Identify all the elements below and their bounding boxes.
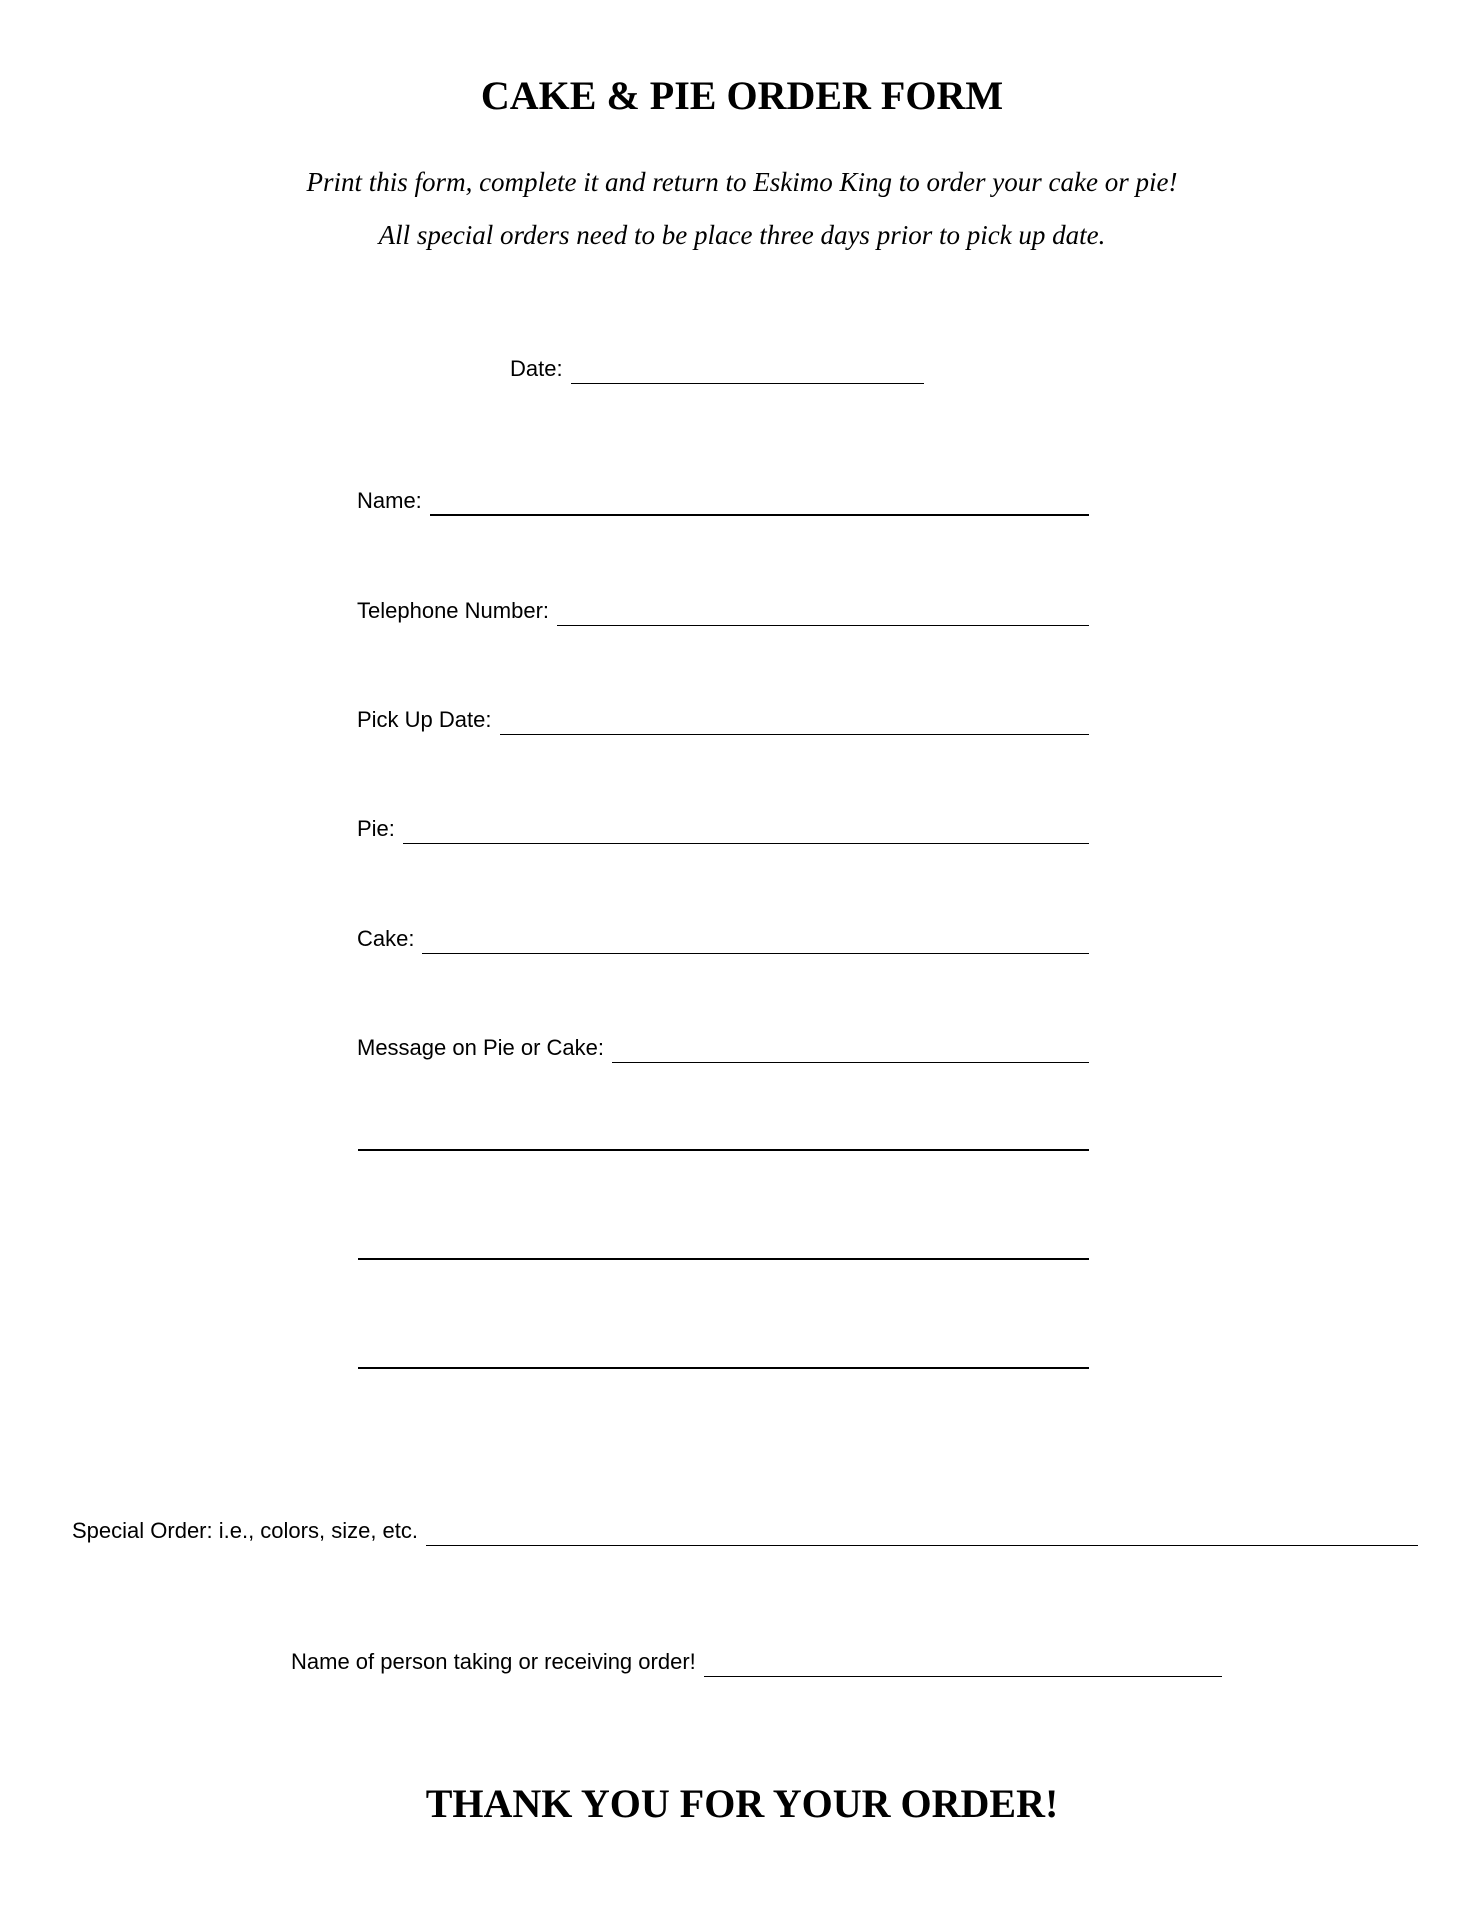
name-label: Name:	[357, 488, 422, 513]
cake-field	[357, 922, 1089, 954]
date-input-line[interactable]	[571, 357, 924, 384]
telephone-label: Telephone Number:	[357, 598, 550, 623]
pie-label: Pie:	[357, 816, 395, 841]
pie-field	[357, 812, 1089, 844]
form-title: CAKE & PIE ORDER FORM	[480, 73, 1004, 118]
pie-input-line[interactable]	[403, 817, 1089, 844]
thank-you-message: THANK YOU FOR YOUR ORDER!	[425, 1781, 1059, 1826]
pickup-date-input-line[interactable]	[500, 708, 1090, 735]
message-extra-line-3[interactable]	[358, 1367, 1089, 1369]
date-field	[510, 352, 924, 384]
special-order-input-line[interactable]	[426, 1519, 1418, 1546]
cake-input-line[interactable]	[422, 927, 1089, 954]
instruction-line-1: Print this form, complete it and return to Eskimo King to order your cake or pie!	[306, 167, 1178, 197]
name-input-line[interactable]	[430, 488, 1089, 516]
order-taker-label: Name of person taking or receiving order!	[291, 1649, 696, 1674]
instruction-line-2: All special orders need to be place three days prior to pick up date.	[378, 220, 1106, 250]
message-label: Message on Pie or Cake:	[357, 1035, 605, 1060]
telephone-input-line[interactable]	[557, 599, 1089, 626]
order-taker-field	[291, 1645, 1222, 1677]
order-taker-input-line[interactable]	[704, 1650, 1222, 1677]
pickup-date-field	[357, 703, 1089, 735]
name-field	[357, 484, 1089, 516]
message-extra-line-2[interactable]	[358, 1258, 1089, 1260]
special-order-label: Special Order: i.e., colors, size, etc.	[72, 1518, 419, 1543]
pickup-date-label: Pick Up Date:	[357, 707, 492, 732]
special-order-field	[72, 1514, 1418, 1546]
date-label: Date:	[510, 356, 563, 381]
telephone-field	[357, 594, 1089, 626]
message-field	[357, 1031, 1089, 1063]
message-extra-line-1[interactable]	[358, 1149, 1089, 1151]
cake-label: Cake:	[357, 926, 415, 951]
message-input-line[interactable]	[612, 1036, 1089, 1063]
